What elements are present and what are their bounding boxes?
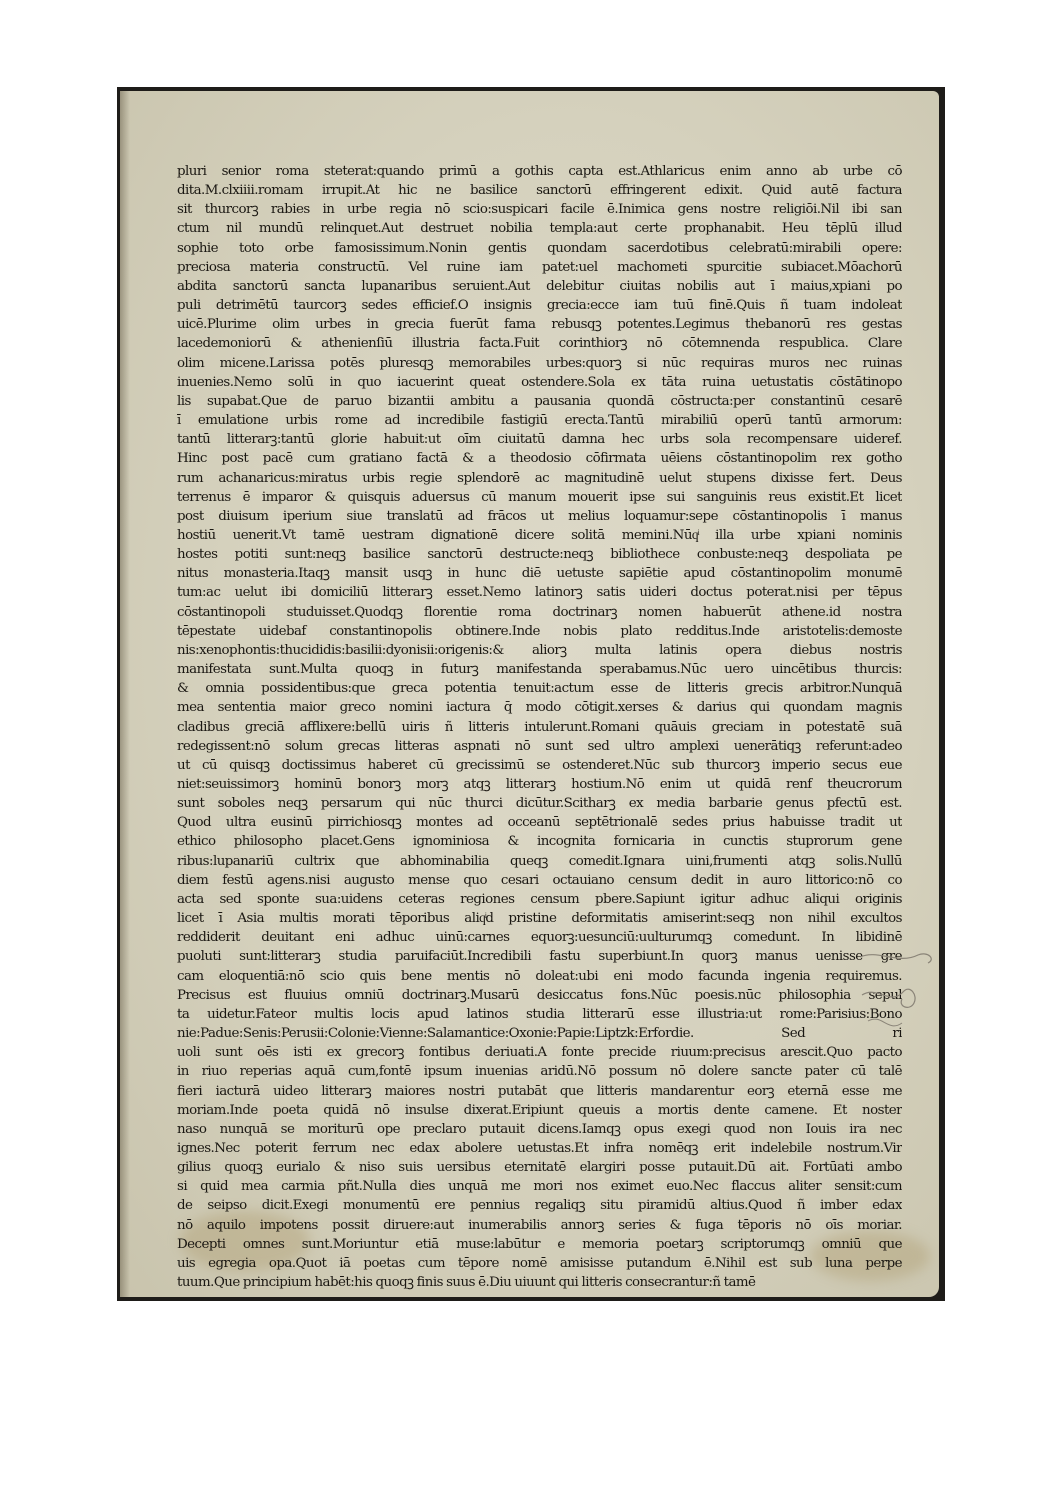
text-line: reddiderit deuitant eni adhuc uinū:carnes equorꝫ:uesunciū:uulturumqꝫ comedunt. In libidinē (177, 930, 902, 946)
text-line: tantū litterarꝫ:tantū glorie habuit:ut oīm ciuitatū damna hec urbs sola recompensare uideref. (177, 432, 902, 448)
text-line: acta sed sponte sua:uidens ceteras regiones censum pbere.Sapiunt igitur adhuc aliqui originis (177, 891, 902, 907)
text-line: uoli sunt oēs isti ex grecorꝫ fontibus deriuati.A fonte precide riuum:precisus arescit.Quo pacto (177, 1045, 902, 1061)
text-line: moriam.Inde poeta quidā nō insulse dixerat.Eripiunt queuis a mortis dente camene. Et noster (177, 1102, 902, 1118)
text-line: licet ī Asia multis morati tēporibus aliqͥd pristine deformitatis amiserint:seqꝫ non nihil excultos (177, 911, 902, 927)
text-line: pluri senior roma steterat:quando primū a gothis capta est.Athlaricus enim anno ab urbe cō (177, 164, 902, 179)
text-line: nie:Padue:Senis:Perusii:Colonie:Vienne:Salamantice:Oxonie:Papie:Liptzk:Erfordie. Sed ri (177, 1026, 902, 1042)
text-line: uicē.Plurime olim urbes in grecia fuerūt fama rebusqꝫ potentes.Legimus thebanorū res gestas (177, 317, 902, 333)
text-line: olim micene.Larissa potēs pluresqꝫ memorabiles urbes:quorꝫ si nūc requiras muros nec ruinas (177, 355, 902, 371)
text-line: & omnia possidentibus:que greca potentia tenuit:actum esse de litteris grecis arbitror.Nunquā (177, 681, 902, 697)
text-line: diem festū agens.nisi augusto mense quo cesari octauiano censum dedit in auro littorico:nō co (177, 872, 902, 888)
text-line: hostes potiti sunt:neqꝫ basilice sanctorū destructe:neqꝫ bibliothece conbuste:neqꝫ despoliata pe (177, 547, 902, 563)
text-line: sit thurcorꝫ rabies in urbe regia nō scio:suspicari facile ē.Inimica gens nostre religiōi.Nil ibi san (177, 202, 902, 218)
manuscript-page (120, 91, 939, 1297)
text-line: cladibus greciā afflixere:bellū uiris ñ litteris intulerunt.Romani quāuis greciam in potestatē suā (177, 719, 902, 735)
text-line: lacedemoniorū & athenienſiū illustria facta.Fuit corinthiorꝫ nō cōtemnenda respublica. Clare (177, 336, 902, 352)
text-line: Hinc post pacē cum gratiano factā & a theodosio cōfirmata uēiens cōstantinopolim rex gotho (177, 451, 902, 467)
text-line: ut cū quisqꝫ doctissimus haberet cū grecissimū se ostenderet.Nūc sub thurcorꝫ imperio secus eue (177, 757, 902, 773)
text-line: rum achanaricus:miratus urbis regie splendorē ac magnitudinē uelut stupens dixisse fert. Deus (177, 470, 902, 486)
text-line: ribus:lupanariū cultrix que abhominabilia queqꝫ comedit.Ignara uini,frumenti atqꝫ solis.Nullū (177, 853, 902, 869)
text-line: cōstantinopoli studuisset.Quodqꝫ florentie roma doctrinarꝫ nomen habuerūt athene.id nostra (177, 604, 902, 620)
text-line: preciosa materia constructū. Vel ruine iam patet:uel machometi spurcitie subiacet.Mōachorū (177, 259, 902, 275)
text-line: terrenus ē imparor & quisquis aduersus cū manum mouerit ipse sui sanguinis reus existit.Et licet (177, 489, 902, 505)
text-line: inuenies.Nemo solū in quo iacuerint queat ostendere.Sola ex tāta ruina uetustatis cōstātinopo (177, 374, 902, 390)
text-line: hostiū uenerit.Vt tamē uestram dignationē dicere solitā memini.Nūqͥ illa urbe xpiani nominis (177, 527, 902, 543)
text-line: tuum.Que principium habēt:his quoqꝫ finis suus ē.Diu uiuunt qui litteris consecrantur:ñ tamē (177, 1275, 756, 1291)
text-line: uis egregia opa.Quot iā poetas cum tēpore nomē amisisse putandum ē.Nihil est sub luna perpe (177, 1255, 902, 1271)
text-line: niet:seuissimorꝫ hominū bonorꝫ morꝫ atqꝫ litterarꝫ hostium.Nō enim ut quidā renf theucrorum (177, 777, 902, 792)
text-line: ignes.Nec poterit ferrum nec edax abolere uetustas.Et infra nomēqꝫ erit indelebile nostrum.Vir (177, 1140, 902, 1156)
text-line: Precisus est fluuius omniū doctrinarꝫ.Musarū desiccatus fons.Nūc poesis.nūc philosophia sepul (177, 987, 902, 1003)
scan-background (117, 87, 945, 1301)
text-line: cam eloquentiā:nō scio quis bene mentis nō doleat:ubi eni modo facunda ingenia requiremus. (177, 968, 902, 984)
text-line: mea sententia maior greco nomini iactura q̄ modo cōtigit.xerses & darius qui quondam magnis (177, 700, 902, 716)
text-line: dita.M.clxiiii.romam irrupit.At hic ne basilice sanctorū effringerent edixit. Quid autē factura (177, 183, 902, 199)
text-line: sunt soboles neqꝫ persarum qui nūc thurci dicūtur.Scitharꝫ ex media barbarie genus pfectū est. (177, 796, 902, 812)
text-line: si quid mea carmia pñt.Nulla dies unquā me mori nos eximet euo.Nec flaccus aliter sensit:cum (177, 1179, 902, 1195)
text-line: manifestata sunt.Multa quoqꝫ in futurꝫ manifestanda sperabamus.Nūc uero uincētibus thurcis: (177, 662, 902, 678)
text-line: ta uidetur.Fateor multis locis apud latinos studia litterarū esse illustria:ut rome:Parisius:Bono (177, 1006, 902, 1022)
text-line: fieri iacturā uideo litterarꝫ maiores nostri putabāt que litteris mandarentur eorꝫ eternā esse me (177, 1083, 902, 1099)
text-line: nitus monasteria.Itaqꝫ mansit usqꝫ in hunc diē uetuste sapiētie apud cōstantinopolim monumē (177, 566, 902, 582)
text-line: lis supabat.Que de paruo bizantii ambitu a pausania quondā cōstructa:per constantinū cesarē (177, 393, 902, 409)
text-line: redegissent:nō solum grecas litteras aspnati nō sunt sed ultro amplexi uenerātiqꝫ referunt:adeo (177, 738, 902, 754)
body-text (177, 162, 902, 1292)
text-line: puli detrimētū taurcorꝫ sedes efficief.O insignis grecia:ecce iam tuū finē.Quis ñ tuam indoleat (177, 298, 902, 314)
text-line: ethico philosopho placet.Gens ignominiosa & incognita fornicaria in cunctis stuprorum gene (177, 834, 902, 850)
text-line: sophie toto orbe famosissimum.Nonin gentis quondam sacerdotibus celebratū:mirabili opere: (177, 240, 902, 256)
text-line: Quod ultra eusinū pirrichiosqꝫ montes ad occeanū septētrionalē sedes prius habuisse tradit ut (177, 815, 902, 831)
text-line: de seipso dicit.Exegi monumentū ere pennius regaliqꝫ situ piramidū altius.Quod ñ imber edax (177, 1198, 902, 1214)
text-line: gilius quoqꝫ eurialo & niso suis uersibus eternitatē elargiri posse putauit.Dū ait. Fortūati ambo (177, 1160, 902, 1176)
text-line: post diuisum iperium siue translatū ad frācos ut melius loquamur:sepe cōstantinopolis ī manus (177, 508, 902, 524)
text-line: in riuo reperias aquā cum,fontē ipsum inuenias aridū.Nō possum nō dolere sancte pater cū talē (177, 1064, 902, 1080)
text-line: naso nunquā se moriturū ope preclaro putauit dicens.Iamqꝫ opus exegi quod non Iouis ira nec (177, 1121, 902, 1137)
text-line: abdita sanctorū sancta lupanaribus seruient.Aut delebitur ciuitas nobilis aut ī maius,xpiani po (177, 278, 902, 294)
text-line: nis:xenophontis:thucididis:basilii:dyonisii:origenis:& aliorꝫ multa latinis opera diebus nostris (177, 642, 902, 658)
text-line: Decepti omnes sunt.Moriuntur etiā muse:labūtur e memoria poetarꝫ scriptorumqꝫ omniū que (177, 1236, 902, 1252)
text-line: ī emulatione urbis rome ad incredibile fastigiū erecta.Tantū mirabiliū operū tantū armorum: (177, 413, 902, 429)
text-line: nō aquilo impotens possit diruere:aut inumerabilis annorꝫ series & fuga tēporis nō oīs moriar. (177, 1217, 902, 1233)
marginal-flourish-icon (858, 951, 938, 1041)
text-line: ctum nil mundū relinquet.Aut destruet nobilia templa:aut certe prophanabit. Heu tēplū illud (177, 221, 902, 237)
text-line: tum:ac uelut ibi domiciliū litterarꝫ esset.Nemo latinorꝫ satis uideri doctus poterat.nisi per tēpus (177, 585, 902, 601)
text-line: puoluti sunt:litterarꝫ studia paruifaciūt.Incredibili fastu superbiunt.In quorꝫ manus uenisse gre (177, 949, 902, 965)
text-line: tēpestate uidebaf constantinopolis obtinere.Inde nobis plato redditus.Inde aristotelis:demoste (177, 623, 902, 639)
